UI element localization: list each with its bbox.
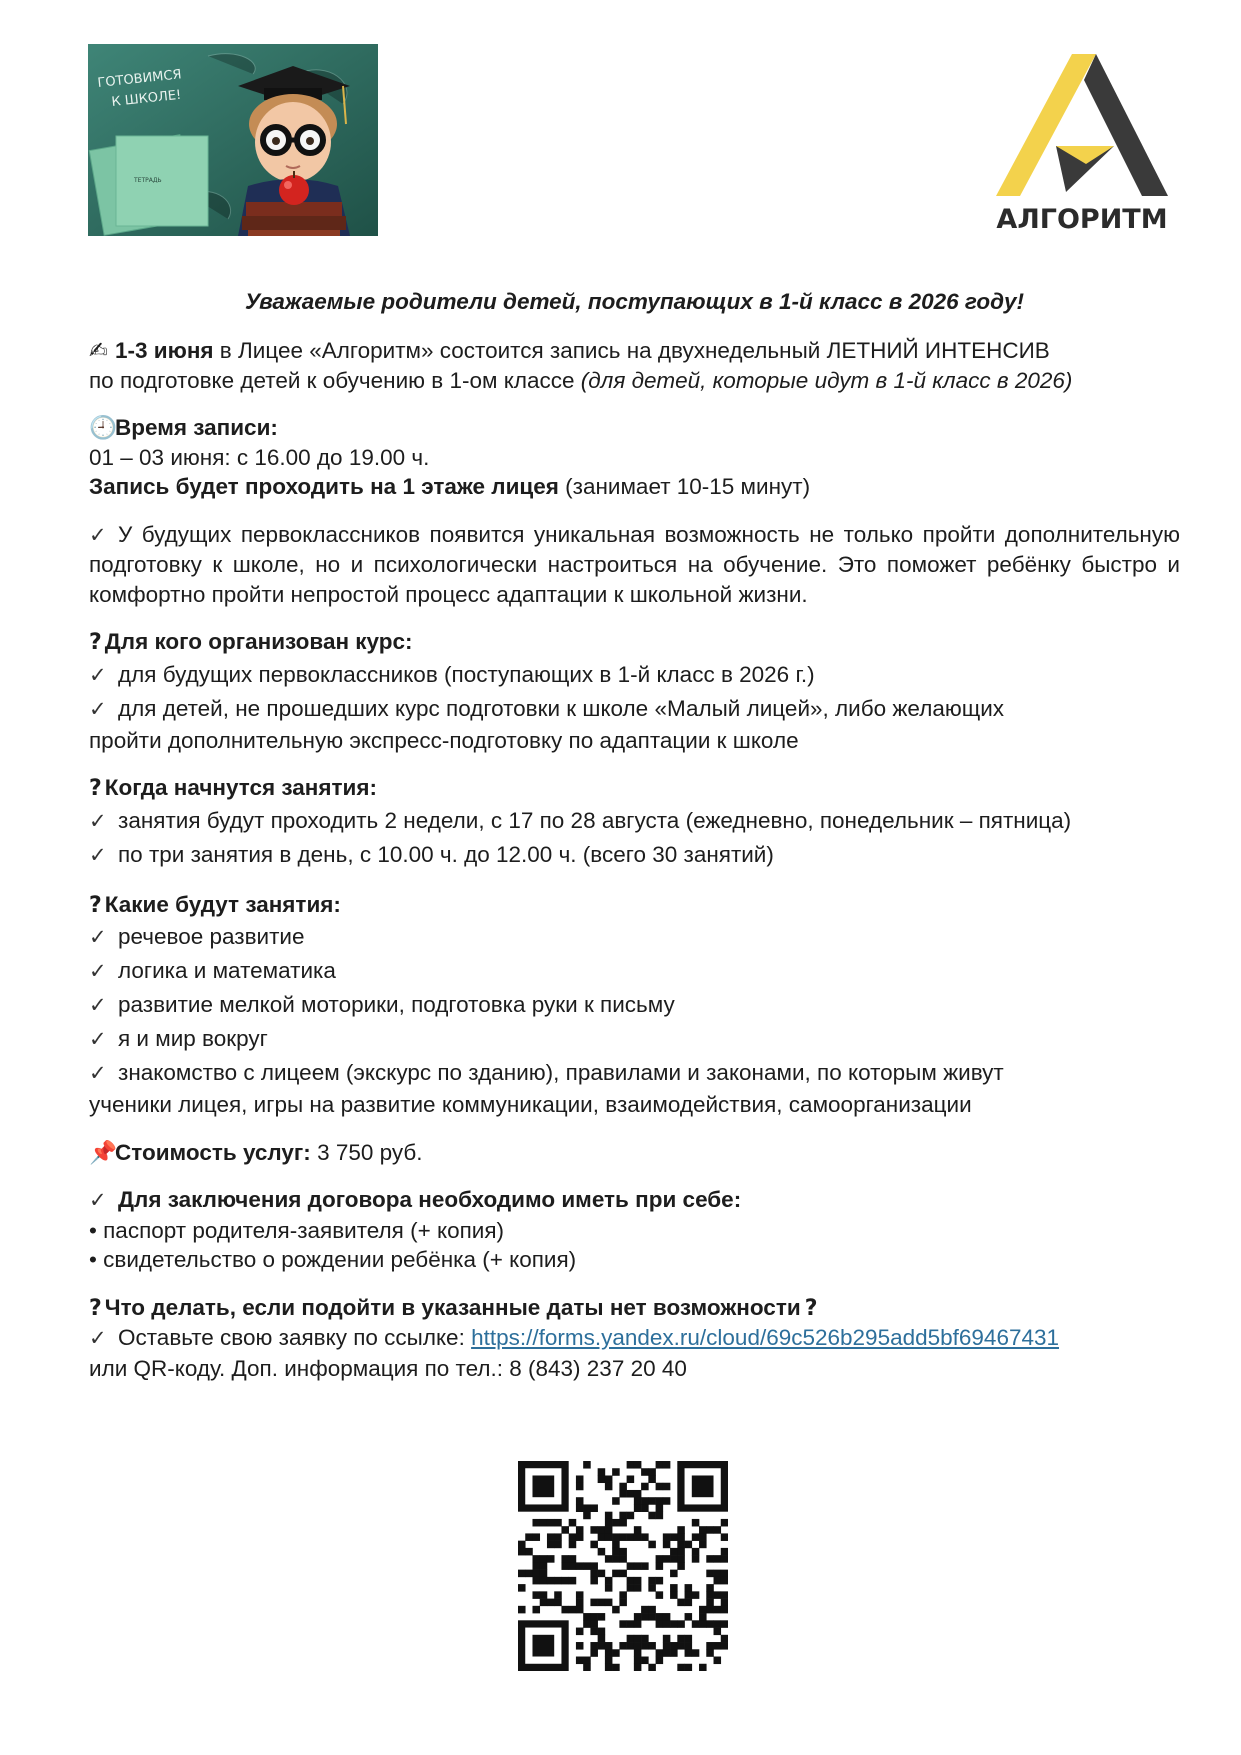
algoritm-logo-mark bbox=[996, 46, 1168, 206]
check-icon: ✓ bbox=[89, 1027, 107, 1051]
who-item-2: ✓ для детей, не прошедших курс подготовки к школе «Малый лицей», либо желающих bbox=[89, 692, 1180, 726]
time-place: Запись будет проходить на 1 этаже лицея (занимает 10-15 минут) bbox=[89, 474, 811, 499]
qr-code[interactable] bbox=[518, 1461, 728, 1671]
check-icon: ✓ bbox=[89, 959, 107, 983]
other-heading: ? Что делать, если подойти в указанные даты нет возможности ? bbox=[89, 1294, 818, 1321]
intro-date: 1-3 июня bbox=[115, 338, 214, 363]
question-icon: ? bbox=[89, 776, 102, 801]
classes-item-3: ✓ развитие мелкой моторики, подготовка руки к письму bbox=[89, 988, 1180, 1022]
check-icon: ✓ bbox=[89, 1061, 107, 1085]
when-item-2: ✓ по три занятия в день, с 10.00 ч. до 12.00 ч. (всего 30 занятий) bbox=[89, 838, 1180, 872]
when-heading: ? Когда начнутся занятия: bbox=[89, 775, 377, 801]
check-icon: ✓ bbox=[89, 696, 107, 721]
other-line1: ✓ Оставьте свою заявку по ссылке: https://forms.yandex.ru/cloud/69c526b295add5bf69467431 bbox=[89, 1323, 1180, 1354]
time-heading: 🕘Время записи: bbox=[89, 413, 1180, 443]
check-icon: ✓ bbox=[89, 522, 107, 547]
intro-line2 bbox=[89, 366, 1180, 396]
check-icon: ✓ bbox=[89, 925, 107, 949]
other-line2: или QR-коду. Доп. информация по тел.: 8 (843) 237 20 40 bbox=[89, 1355, 687, 1381]
classes-item-2: ✓ логика и математика bbox=[89, 954, 1180, 988]
flyer-content bbox=[89, 287, 1180, 1383]
docs-heading: ✓ Для заключения договора необходимо иметь при себе: bbox=[89, 1185, 1180, 1216]
qr-code-image bbox=[518, 1461, 728, 1671]
hero-chalk-line2: К ШКОЛЕ! bbox=[110, 87, 182, 110]
who-item-1: ✓ для будущих первоклассников (поступающих в 1-й класс в 2026 г.) bbox=[89, 658, 1180, 692]
time-dates: 01 – 03 июня: с 16.00 до 19.00 ч. bbox=[89, 444, 430, 470]
hero-chalk-line1: ГОТОВИМСЯ bbox=[96, 67, 183, 91]
hero-notebook-label: ТЕТРАДЬ bbox=[134, 177, 162, 184]
check-icon: ✓ bbox=[89, 1188, 107, 1212]
application-form-link[interactable]: https://forms.yandex.ru/cloud/69c526b295add5bf69467431 bbox=[471, 1325, 1060, 1350]
pushpin-icon: 📌 bbox=[89, 1139, 118, 1165]
hero-illustration bbox=[88, 44, 378, 236]
check-icon: ✓ bbox=[89, 842, 107, 867]
question-icon: ? bbox=[89, 630, 102, 655]
classes-heading: ? Какие будут занятия: bbox=[89, 891, 341, 918]
classes-item-4: ✓ я и мир вокруг bbox=[89, 1022, 1180, 1056]
question-icon: ? bbox=[89, 892, 102, 918]
check-icon: ✓ bbox=[89, 808, 107, 833]
question-icon: ? bbox=[804, 1295, 818, 1321]
intro-line1 bbox=[89, 336, 1180, 366]
check-icon: ✓ bbox=[89, 1326, 107, 1350]
page-title: Уважаемые родители детей, поступающих в 1-й класс в 2026 году! bbox=[244, 289, 1024, 314]
who-heading: ? Для кого организован курс: bbox=[89, 629, 413, 655]
intro-note: (для детей, которые идут в 1-й класс в 2026) bbox=[580, 367, 1073, 393]
when-item-1: ✓ занятия будут проходить 2 недели, с 17 по 28 августа (ежедневно, понедельник – пятница) bbox=[89, 804, 1180, 838]
who-item-2-cont: пройти дополнительную экспресс-подготовку по адаптации к школе bbox=[89, 727, 799, 753]
question-icon: ? bbox=[89, 1295, 102, 1321]
clock-icon: 🕘 bbox=[89, 415, 118, 440]
classes-item-1: ✓ речевое развитие bbox=[89, 920, 1180, 954]
check-icon: ✓ bbox=[89, 662, 107, 687]
docs-item-2: • свидетельство о рождении ребёнка (+ копия) bbox=[89, 1247, 577, 1272]
classes-item-5: ✓ знакомство с лицеем (экскурс по зданию), правилами и законами, по которым живут bbox=[89, 1056, 1180, 1090]
intro-text-1: в Лицее «Алгоритм» состоится запись на двухнедельный ЛЕТНИЙ ИНТЕНСИВ bbox=[213, 338, 1050, 363]
logo-wordmark: АЛГОРИТМ bbox=[996, 204, 1168, 235]
algoritm-logo bbox=[996, 46, 1168, 236]
intro-text-2: по подготовке детей к обучению в 1-ом классе bbox=[89, 367, 581, 393]
classes-item-5-cont: ученики лицея, игры на развитие коммуникации, взаимодействия, самоорганизации bbox=[89, 1092, 972, 1117]
writing-hand-icon: ✍ bbox=[89, 338, 108, 363]
cost-line: 📌Стоимость услуг: 3 750 руб. bbox=[89, 1138, 1180, 1168]
check-icon: ✓ bbox=[89, 993, 107, 1017]
hero-image bbox=[88, 44, 378, 236]
docs-item-1: • паспорт родителя-заявителя (+ копия) bbox=[89, 1217, 505, 1243]
about-paragraph: ✓ У будущих первоклассников появится уникальная возможность не только пройти дополнительную подготовку к школе, но и психологически настроиться на обучение. Это поможет ребёнку быстро и комфортно пройти непростой процесс адаптации к школьной жизни. bbox=[89, 521, 1180, 607]
